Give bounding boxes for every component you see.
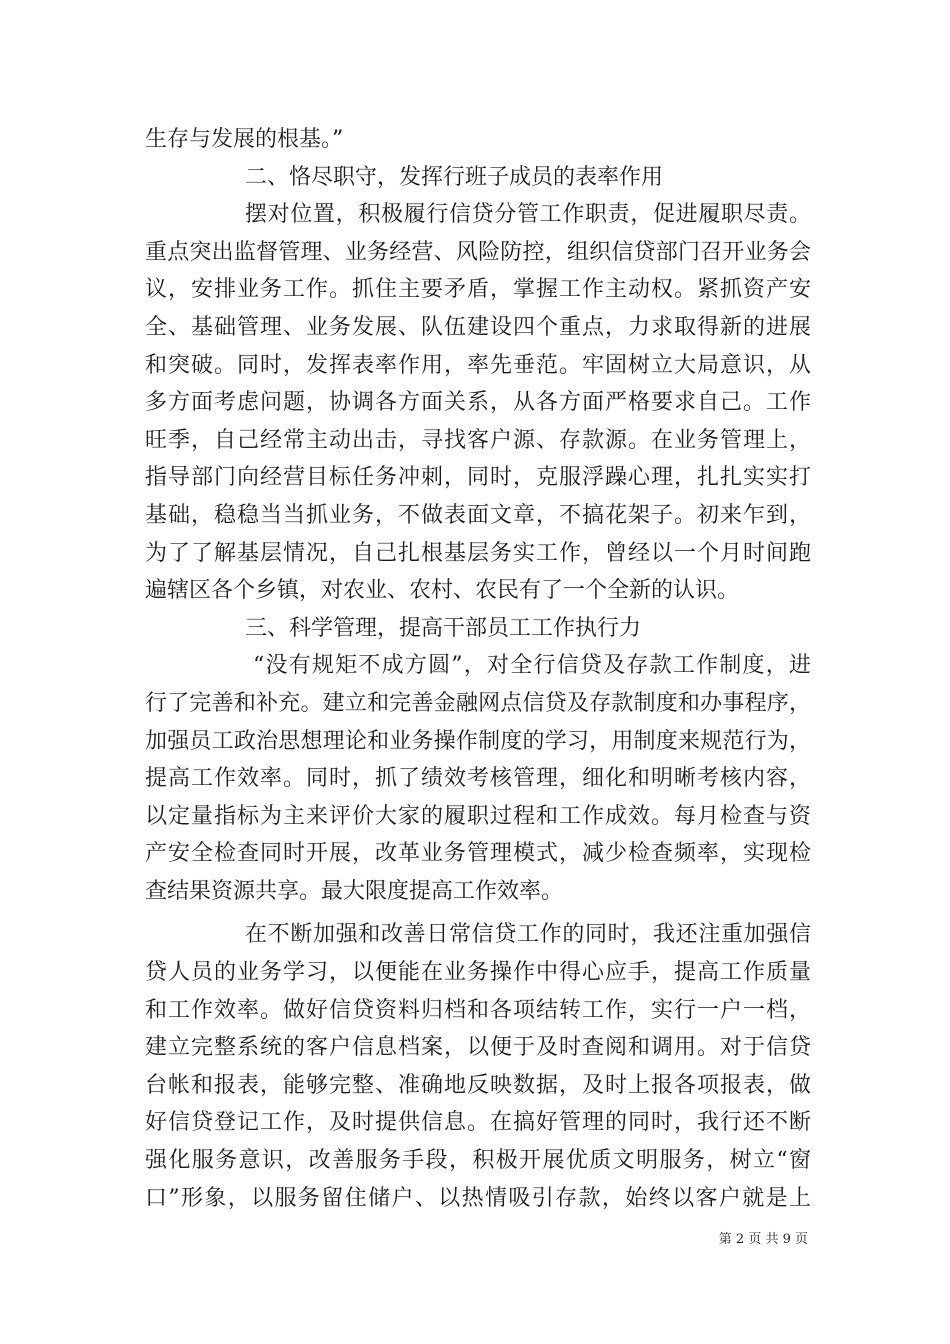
text-line: 在不断加强和改善日常信贷工作的同时，我还注重加强信: [245, 922, 811, 948]
text-line: 重点突出监督管理、业务经营、风险防控，组织信贷部门召开业务会: [145, 239, 811, 265]
text-line: “没有规矩不成方圆”，对全行信贷及存款工作制度，进: [253, 653, 811, 679]
text-line: 议，安排业务工作。抓住主要矛盾，掌握工作主动权。紧抓资产安: [145, 277, 811, 303]
text-line: 多方面考虑问题，协调各方面关系，从各方面严格要求自己。工作: [145, 390, 811, 416]
text-line: 旺季，自己经常主动出击，寻找客户源、存款源。在业务管理上，: [145, 427, 811, 453]
section-heading: 三、科学管理，提高干部员工工作执行力: [245, 615, 642, 641]
section-heading: 二、恪尽职守，发挥行班子成员的表率作用: [245, 164, 664, 190]
document-body: [145, 121, 811, 1217]
text-line: 加强员工政治思想理论和业务操作制度的学习，用制度来规范行为，: [145, 728, 811, 754]
text-line: 摆对位置，积极履行信贷分管工作职责，促进履职尽责。: [245, 202, 811, 228]
text-line: 和突破。同时，发挥表率作用，率先垂范。牢固树立大局意识，从: [145, 352, 811, 378]
text-line: 产安全检查同时开展，改革业务管理模式，减少检查频率，实现检: [145, 841, 811, 867]
text-line: 和工作效率。做好信贷资料归档和各项结转工作，实行一户一档，: [145, 997, 811, 1023]
text-line: 提高工作效率。同时，抓了绩效考核管理，细化和明晰考核内容，: [145, 766, 811, 792]
text-line: 建立完整系统的客户信息档案，以便于及时查阅和调用。对于信贷: [145, 1035, 811, 1061]
text-line: 贷人员的业务学习，以便能在业务操作中得心应手，提高工作质量: [145, 960, 811, 986]
text-line: 以定量指标为主来评价大家的履职过程和工作成效。每月检查与资: [145, 803, 811, 829]
text-line: 为了了解基层情况，自己扎根基层务实工作，曾经以一个月时间跑: [145, 540, 811, 566]
text-line: 强化服务意识，改善服务手段，积极开展优质文明服务，树立“窗: [145, 1148, 811, 1174]
text-line: 好信贷登记工作，及时提供信息。在搞好管理的同时，我行还不断: [145, 1110, 811, 1136]
text-line: 行了完善和补充。建立和完善金融网点信贷及存款制度和办事程序，: [145, 690, 811, 716]
page-number-footer: 第 2 页 共 9 页: [718, 1232, 808, 1247]
text-line: 查结果资源共享。最大限度提高工作效率。: [145, 878, 564, 904]
text-line: 指导部门向经营目标任务冲刺，同时，克服浮躁心理，扎扎实实打: [145, 465, 811, 491]
text-line: 基础，稳稳当当抓业务，不做表面文章，不搞花架子。初来乍到，: [145, 502, 811, 528]
text-line: 生存与发展的根基。”: [145, 127, 344, 152]
text-line: 遍辖区各个乡镇，对农业、农村、农民有了一个全新的认识。: [145, 578, 740, 604]
text-line: 口”形象，以服务留住储户、以热情吸引存款，始终以客户就是上: [145, 1185, 811, 1211]
text-line: 全、基础管理、业务发展、队伍建设四个重点，力求取得新的进展: [145, 314, 811, 340]
text-line: 台帐和报表，能够完整、准确地反映数据，及时上报各项报表，做: [145, 1072, 811, 1098]
